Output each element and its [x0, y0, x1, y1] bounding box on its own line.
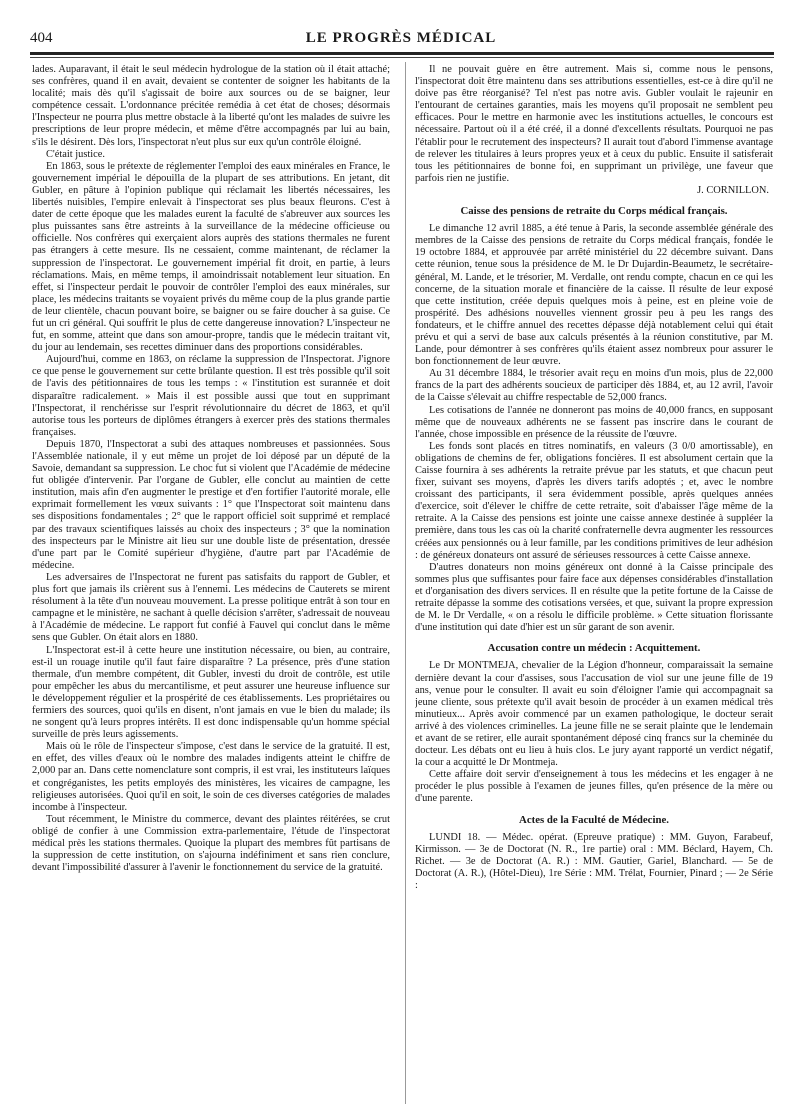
left-paragraph: Tout récemment, le Ministre du commerce, devant des plaintes réitérées, se crut obligé de confier à une Commission extra-parlementaire, l'étude de l'inspectorat médical près les stations thermales. Quoique la plupart des membres fût partisans de la suppression de cette institution, on s'ajourna indéfiniment et sans rien conclure, devant l'impossibilité d'assurer à l'avenir le fonctionnement du service de la gratuité.: [32, 813, 390, 874]
caisse-paragraph: Les cotisations de l'année ne donneront pas moins de 40,000 francs, en supposant même que de nouveaux adhérents ne se fassent pas inscrire dans le courant de l'année, chose impossible en présence de la réussite de l'œuvre.: [415, 404, 773, 440]
accusation-paragraph: Cette affaire doit servir d'enseignement à tous les médecins et les engager à ne procéder le plus possible à l'examen de jeunes filles, qu'en présence de la mère ou d'une parente.: [415, 769, 773, 805]
page-header: [30, 30, 772, 50]
right-intro-paragraph: Il ne pouvait guère en être autrement. Mais si, comme nous le pensons, l'inspectorat doit être maintenu dans ses attributions essentielles, est-ce à dire qu'il ne doive pas être réorganisé? Tel n'est pas notre avis. Gubler voulait le rajeunir en l'entourant de certaines garanties, mais les moyens qu'il proposait ne semblent peu efficaces. Pour le mettre en harmonie avec les institutions actuelles, le concours est nécessaire. Partout où il a été créé, il a donné d'excellents résultats. Pourquoi ne pas l'établir pour le recrutement des inspecteurs? Il aurait tout d'abord l'immense avantage de relever les titulaires à leurs propres yeux et à ceux du public. Ensuite il satisferait tous les pétitionnaires de bonne foi, en supprimant un privilège, une faveur que parfois rien ne justifie.: [415, 64, 773, 184]
caisse-paragraph: D'autres donateurs non moins généreux ont donné à la Caisse principale des sommes plus que suffisantes pour faire face aux dépenses considérables d'installation et d'organisation des divers services. Il en résulte que la petite fortune de la Caisse de retraite dépasse la somme des cotisations versées, et que, suivant la propre expression de M. le Dr Verdalle, « on a résolu le difficile problème. » Cette situation florissante d'une institution qui date d'hier est un sûr garant de son avenir.: [415, 561, 773, 634]
column-divider: [405, 62, 406, 1104]
caisse-paragraph: Les fonds sont placés en titres nominatifs, en valeurs (3 0/0 amortissable), en obligations de chemins de fer, obligations foncières. Il est absolument certain que la Caisse fournira à ses adhérents la retraite prévue par les statuts, et que chacun peut fixer, suivant ses moyens, d'après les divers tarifs adoptés ; et, avec le nombre croissant des participants, il sera évidemment possible, après quelques années d'exercice, soit d'élever le chiffre de cette retraite, soit d'abaisser l'âge même de la retraite. A la Caisse des pensions est jointe une caisse annexe destinée à suppléer la première, dans tous les cas où la charité confraternelle devra augmenter les ressources créées aux pensionnés ou à leur famille, par les conditions primitives de leur adhésion : de généreux donateurs ont assuré de sérieuses ressources à cette Caisse annexe.: [415, 440, 773, 561]
section-title-accusation: Accusation contre un médecin : Acquittement.: [487, 642, 701, 655]
left-paragraph: L'Inspectorat est-il à cette heure une institution nécessaire, ou bien, au contraire, est-il un rouage inutile qu'il faut faire disparaître ? La présence, près d'une station thermale, d'un membre compétent, dit Gubler, investi du droit de contrôle, est utile pour empêcher les abus du mercantilisme, et peut assurer une heureuse influence sur le développement régulier et la prospérité de ces établissements. Les propriétaires ou fermiers des sources, quoi qu'ils en disent, n'ont jamais en vue le bien du malade; ils ne songent qu'à leurs propres intérêts. Il est donc indispensable qu'un homme spécial surveille de près leurs agissements.: [32, 644, 390, 741]
header-rule-thin: [30, 57, 774, 58]
caisse-paragraph: Le dimanche 12 avril 1885, a été tenue à Paris, la seconde assemblée générale des membres de la Caisse des pensions de retraite du Corps médical français, fondée le 19 octobre 1884, et approuvée par arrêté ministériel du 22 décembre suivant. Dans cette réunion, tenue sous la présidence de M. le Dr Dujardin-Beaumetz, le secrétaire-général, M. Lande, et le trésorier, M. Verdalle, ont rendu compte, chacun en ce qui les concerne, de la situation morale et financière de la caisse. Il résulte de leur exposé que cette institution, créée depuis quelques mois à peine, est en pleine voie de prospérité. Des adhésions nouvelles viennent grossir peu à peu les rangs des fondateurs, et le chiffre annuel des recettes dépasse déjà notablement celui qui était prévu et qui a servi de base aux calculs présentés à la réunion constitutive, par M. Lande, pour démontrer à ses confrères qu'ils étaient assez nombreux pour assurer le bon fonctionnement de leur œuvre.: [415, 223, 773, 368]
left-paragraph: Mais où le rôle de l'inspecteur s'impose, c'est dans le service de la gratuité. Il est, en effet, des villes d'eaux où le nombre des malades indigents atteint le chiffre de 2,000 par an. Dans cette nomenclature sont compris, il est vrai, les instituteurs laïques et congréganistes, les petits employés des ministères, les vicaires de campagne, les religieuses autorisées. Quoi qu'il en soit, le soin de ces diverses catégories de malades incombe à l'inspecteur.: [32, 741, 390, 813]
author-signature: J. CORNILLON.: [697, 184, 769, 196]
left-paragraph: lades. Auparavant, il était le seul médecin hydrologue de la station où il était attaché; ses confrères, quand il en avait, devaient se contenter de soigner les habitants de la localité; mais dès qu'il s'agissait de boire aux sources ou de se baigner, leur compétence cessait. L'ordonnance précitée remédia à cet état de choses; désormais l'Inspecteur ne pourra plus mettre obstacle à la liberté qu'ont les malades de suivre les prescriptions de leur propre médecin, et même d'être accompagnés par lui au bain, s'ils le désirent. Dès lors, l'inspectorat n'eut plus sur eux qu'un contrôle éloigné.: [32, 64, 390, 148]
journal-title: LE PROGRÈS MÉDICAL: [305, 30, 497, 46]
page-number: 404: [30, 30, 53, 46]
section-title-actes: Actes de la Faculté de Médecine.: [519, 813, 669, 826]
left-paragraph: C'était justice.: [46, 148, 106, 160]
left-paragraph: Depuis 1870, l'Inspectorat a subi des attaques nombreuses et passionnées. Sous l'Assemblée nationale, il y eut même un projet de loi déposé par un député de la Savoie, demandant sa suppression. Le choc fut si violent que l'Académie de médecine fut obligée d'intervenir. Par l'organe de Gubler, elle conclut au maintien de cette institution, mais afin d'en augmenter le prestige et d'en fortifier l'autorité morale, elle exprimait formellement les vœux suivants : 1° que l'Inspectorat soit maintenu dans ses dispositions fondamentales ; 2° que le rapport officiel soit supprimé et remplacé par des travaux scientifiques laissés au choix des inspecteurs ; 3° que la nomination des inspecteurs par le Ministre ait lieu sur une double liste de présentation, dressée d'une part par le Comité supérieur d'hygiène, d'autre part par l'Académie de médecine.: [32, 438, 390, 571]
left-column: [32, 64, 390, 1109]
left-paragraph: En 1863, sous le prétexte de réglementer l'emploi des eaux minérales en France, le gouvernement impérial le dépouilla de la plupart de ses attributions. En jetant, dit Gubler, en pâture à l'opinion publique qui réclamait les libertés nécessaires, les libertés nuisibles, l'empire enlevait à l'inspectorat ses plus beaux fleurons. C'est à dater de cette époque que les malades eurent la faculté de s'abreuver aux sources les plus puissantes sans être astreints à la surveillance de la médecine officieuse ou officielle. Nos confrères qui exerçaient alors auprès des stations thermales ne furent pas étrangers à cette mesure. Ils ne cessaient, comme maintenant, de réclamer la suppression de l'inspectorat. Le gouvernement impérial fit droit, en partie, à leurs réclamations. Mais, en même temps, il amoindrissait notablement leur situation. En effet, si l'inspecteur perdait le pouvoir de contrôler l'emploi des eaux minérales, sur place, les médecins traitants se voyaient privés du même coup de la plus grande partie de leur clientèle, chacun pouvant boire, se baigner ou se faire doucher à sa guise. Ce fut un cri général. Qui souffrit le plus de cette dangereuse innovation? L'inspecteur ne fut, en somme, atteint que dans son amour-propre, tandis que le médecin traitant vit, du jour au lendemain, ses recettes diminuer dans des proportions considérables.: [32, 160, 390, 354]
left-paragraph: Aujourd'hui, comme en 1863, on réclame la suppression de l'Inspectorat. J'ignore ce que pense le gouvernement sur cette brûlante question. Il est très possible qu'il soit de l'avis des pétitionnaires de tous les temps : « l'institution est surannée et doit disparaître radicalement. » Mais il est possible aussi que tout en supprimant l'Inspectorat, il renchérisse sur l'esprit révolutionnaire du décret de 1863, et qu'il autorise tous les porteurs de diplômes étrangers à exercer près des stations thermales françaises.: [32, 354, 390, 438]
caisse-paragraph: Au 31 décembre 1884, le trésorier avait reçu en moins d'un mois, plus de 22,000 francs de la part des adhérents soucieux de participer dès 1884, et, au 12 avril, l'avoir de la Caisse s'élevait au chiffre respectable de 52,000 francs.: [415, 368, 773, 404]
actes-paragraph: LUNDI 18. — Médec. opérat. (Epreuve pratique) : MM. Guyon, Farabeuf, Kirmisson. — 3e de Doctorat (N. R., 1re partie) oral : MM. Béclard, Hayem, Ch. Richet. — 3e de Doctorat (A. R.) : MM. Gautier, Gariel, Blanchard. — 5e de Doctorat (A. R.), (Hôtel-Dieu), 1re Série : MM. Trélat, Fournier, Pinard ; — 2e Série :: [415, 831, 773, 891]
right-column: [415, 64, 773, 1109]
accusation-paragraph: Le Dr MONTMEJA, chevalier de la Légion d'honneur, comparaissait la semaine dernière devant la cour d'assises, sous l'accusation de viol sur une jeune fille de 19 ans, venue pour le consulter. Il avait eu soin d'éloigner l'amie qui accompagnait sa jeune cliente, sous prétexte qu'il avait besoin de procéder à un examen médical très minutieux... Après avoir commencé par un examen pathologique, le docteur serait arrivé à des violences criminelles. La jeune fille ne se serait plainte que le lendemain et avant de se retirer, elle aurait spontanément déposé cinq francs sur la cheminée du docteur. Les débats ont eu lieu à huis clos. Le jury ayant rapporté un verdict négatif, la cour a acquitté le Dr Montmeja.: [415, 660, 773, 769]
section-title-caisse: Caisse des pensions de retraite du Corps médical français.: [460, 205, 728, 218]
header-rule-thick: [30, 52, 774, 55]
left-paragraph: Les adversaires de l'Inspectorat ne furent pas satisfaits du rapport de Gubler, et plus fort que jamais ils crièrent sus à l'ennemi. Les médecins de Cauterets se mirent résolument à la tête d'un nouveau mouvement. La presse politique entrât à son tour en campagne et le ministère, ne sachant à quelle décision s'arrêter, s'adressait de nouveau à l'Académie de médecine. Le rapport fut confié à Fauvel qui conclut dans le même sens que Gubler. On était alors en 1880.: [32, 571, 390, 644]
